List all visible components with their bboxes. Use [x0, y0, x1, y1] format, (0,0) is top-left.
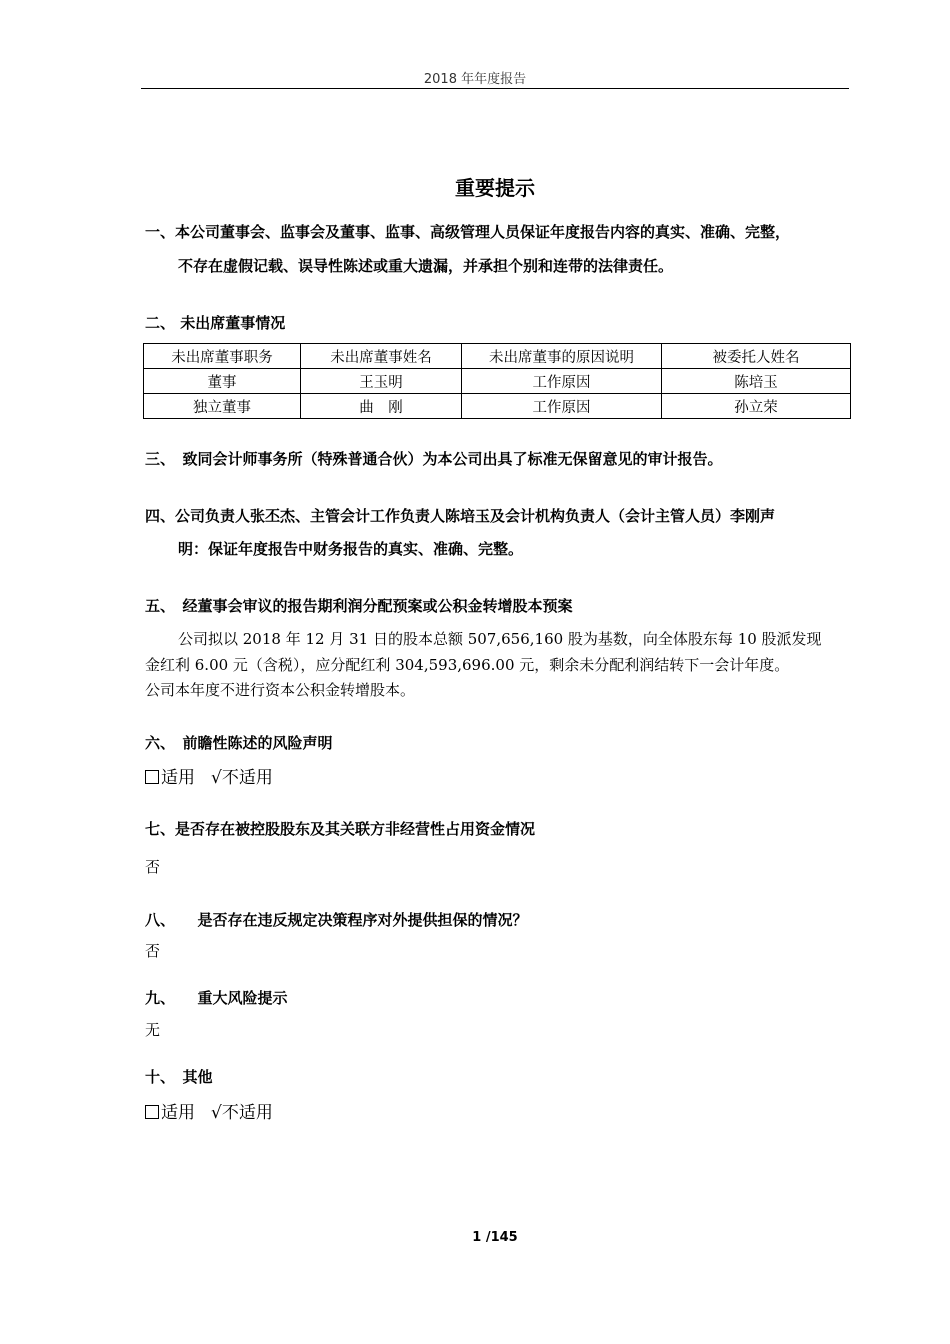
section-4-line-1: 四、公司负责人张丕杰、主管会计工作负责人陈培玉及会计机构负责人（会计主管人员）李刚声 [145, 507, 776, 525]
table-cell: 董事 [144, 369, 301, 394]
section-1-line-1: 一、本公司董事会、监事会及董事、监事、高级管理人员保证年度报告内容的真实、准确、完整， [145, 223, 791, 241]
header-rule [141, 88, 849, 89]
section-5-heading: 五、 经董事会审议的报告期利润分配预案或公积金转增股本预案 [145, 597, 573, 615]
table-cell: 王玉明 [301, 369, 462, 394]
absent-directors-table [143, 343, 851, 419]
section-6-heading: 六、 前瞻性陈述的风险声明 [145, 734, 333, 752]
checkmark-icon: √ [211, 1103, 222, 1123]
table-header-cell: 被委托人姓名 [662, 344, 851, 369]
table-cell: 孙立荣 [662, 394, 851, 419]
checkmark-icon: √ [211, 768, 222, 788]
option-not-applicable: 不适用 [221, 1103, 273, 1123]
section-7-answer: 否 [145, 858, 161, 876]
table-header-cell: 未出席董事姓名 [301, 344, 462, 369]
page-number: 1 /145 [472, 1230, 518, 1245]
section-8-heading: 八、 是否存在违反规定决策程序对外提供担保的情况？ [145, 911, 528, 929]
section-5-paragraph-line-1: 公司拟以 2018 年 12 月 31 日的股本总额 507,656,160 股为基数，向全体股东每 10 股派发现 [178, 630, 822, 648]
option-applicable: 适用 [161, 1103, 195, 1123]
table-header-row [144, 344, 851, 369]
section-9-heading: 九、 重大风险提示 [145, 989, 288, 1007]
empty-checkbox-icon [145, 770, 159, 784]
table-cell: 曲 刚 [301, 394, 462, 419]
section-5-paragraph-line-3: 公司本年度不进行资本公积金转增股本。 [145, 681, 416, 699]
table-row [144, 369, 851, 394]
option-not-applicable: 不适用 [221, 768, 273, 788]
section-4-line-2: 明：保证年度报告中财务报告的真实、准确、完整。 [178, 540, 524, 558]
header-title: 2018 年年度报告 [423, 72, 527, 87]
section-8-answer: 否 [145, 942, 161, 960]
section-1-line-2: 不存在虚假记载、误导性陈述或重大遗漏，并承担个别和连带的法律责任。 [178, 257, 674, 275]
table-row [144, 394, 851, 419]
section-3-text: 三、 致同会计师事务所（特殊普通合伙）为本公司出具了标准无保留意见的审计报告。 [145, 450, 723, 468]
option-applicable: 适用 [161, 768, 195, 788]
empty-checkbox-icon [145, 1105, 159, 1119]
table-header-cell: 未出席董事的原因说明 [462, 344, 662, 369]
page-title: 重要提示 [455, 176, 535, 200]
section-9-answer: 无 [145, 1021, 161, 1039]
section-10-options [145, 1098, 273, 1123]
section-2-heading: 二、 未出席董事情况 [145, 314, 286, 332]
table-cell: 工作原因 [462, 394, 662, 419]
section-7-heading: 七、是否存在被控股股东及其关联方非经营性占用资金情况 [145, 820, 536, 838]
section-5-paragraph-line-2: 金红利 6.00 元（含税），应分配红利 304,593,696.00 元，剩余未分配利润结转下一会计年度。 [145, 656, 790, 674]
section-10-heading: 十、 其他 [145, 1068, 213, 1086]
section-6-options [145, 763, 273, 788]
table-cell: 陈培玉 [662, 369, 851, 394]
table-cell: 独立董事 [144, 394, 301, 419]
table-cell: 工作原因 [462, 369, 662, 394]
table-header-cell: 未出席董事职务 [144, 344, 301, 369]
